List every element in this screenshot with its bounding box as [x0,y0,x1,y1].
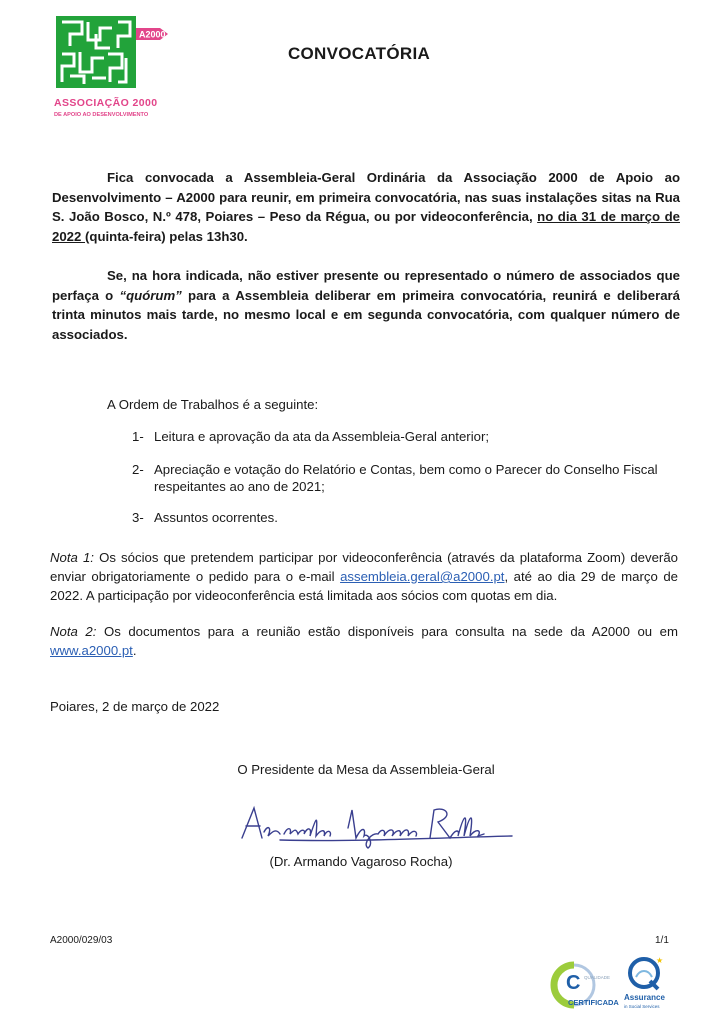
page-title: CONVOCATÓRIA [287,44,431,63]
note-label: Nota 1: [50,550,94,565]
logo-org-subtitle: DE APOIO AO DESENVOLVIMENTO [54,112,149,118]
agenda-item-text: Leitura e aprovação da ata da Assembleia-Geral anterior; [154,429,490,444]
note-label: Nota 2: [50,624,97,639]
organization-logo [48,14,178,122]
agenda-item-number: 1- [132,429,144,444]
place-date: Poiares, 2 de março de 2022 [50,699,220,714]
note-text: Os sócios que pretendem participar por videoconferência (através da plataforma Zoom) deverão enviar obrigatoriamente o pedido para o e-mail [50,550,678,584]
svg-text:C: C [566,972,581,994]
cert-label: CERTIFICADA [568,998,619,1007]
logo-org-name: ASSOCIAÇÃO 2000 [54,97,158,109]
president-title: O Presidente da Mesa da Assembleia-Geral [237,762,495,777]
handwritten-signature-icon [232,798,532,850]
document-reference: A2000/029/03 [50,935,113,946]
agenda-item-text: Assuntos ocorrentes. [154,510,278,525]
agenda-item-number: 3- [132,510,144,525]
assurance-small-text: in Social Services [624,1004,660,1009]
agenda-intro: A Ordem de Trabalhos é a seguinte: [107,397,319,412]
note-text: , até ao dia 29 de março de 2022. A participação por videoconferência está limitada aos sócios com quotas em dia. [50,569,678,603]
agenda-item [132,509,672,526]
note-text: . [132,643,137,658]
q-assurance-icon [622,955,672,1013]
agenda-item [132,461,672,495]
website-link[interactable]: www.a2000.pt [50,643,133,658]
logo-brand-tag: A2000 [139,29,166,40]
convocation-paragraph [52,168,680,246]
cert-small-text: QUALIDADE [584,975,611,980]
svg-text:★: ★ [656,956,664,965]
paragraph-text: Se, na hora indicada, não estiver presente ou representado o número de associados que perfaça o [52,268,680,303]
maze-logo-icon [48,14,178,122]
paragraph-text: Fica convocada a Assembleia-Geral Ordinária da Associação 2000 de Apoio ao Desenvolvimento – A2000 para reunir, em primeira convocatória, nas suas instalações sitas na Rua S. João Bosco, N.º 478, Poiares – Peso da Régua, ou por videoconferência, [52,170,680,224]
agenda-item [132,428,672,445]
quorum-paragraph [52,266,680,344]
meeting-date: no dia 31 de março de 2022 [52,209,680,244]
agenda-item-text: Apreciação e votação do Relatório e Contas, bem como o Parecer do Conselho Fiscal respeitantes ao ano de 2021; [154,462,658,494]
note-2 [50,622,678,660]
paragraph-text: para a Assembleia deliberar em primeira convocatória, reunirá e deliberará trinta minutos mais tarde, no mesmo local e em segunda convocatória, com qualquer número de associados. [52,287,680,342]
note-1 [50,548,678,605]
note-text: Os documentos para a reunião estão disponíveis para consulta na sede da A2000 ou em [96,624,678,639]
email-link[interactable]: assembleia.geral@a2000.pt [340,569,505,584]
signer-name: (Dr. Armando Vagaroso Rocha) [269,854,453,869]
meeting-time: (quinta-feira) pelas 13h30. [85,228,248,244]
agenda-item-number: 2- [132,462,144,477]
page-number: 1/1 [655,935,669,946]
assurance-label: Assurance [624,993,665,1002]
quality-certified-icon [540,955,620,1013]
quorum-term: “quórum” [119,287,182,303]
